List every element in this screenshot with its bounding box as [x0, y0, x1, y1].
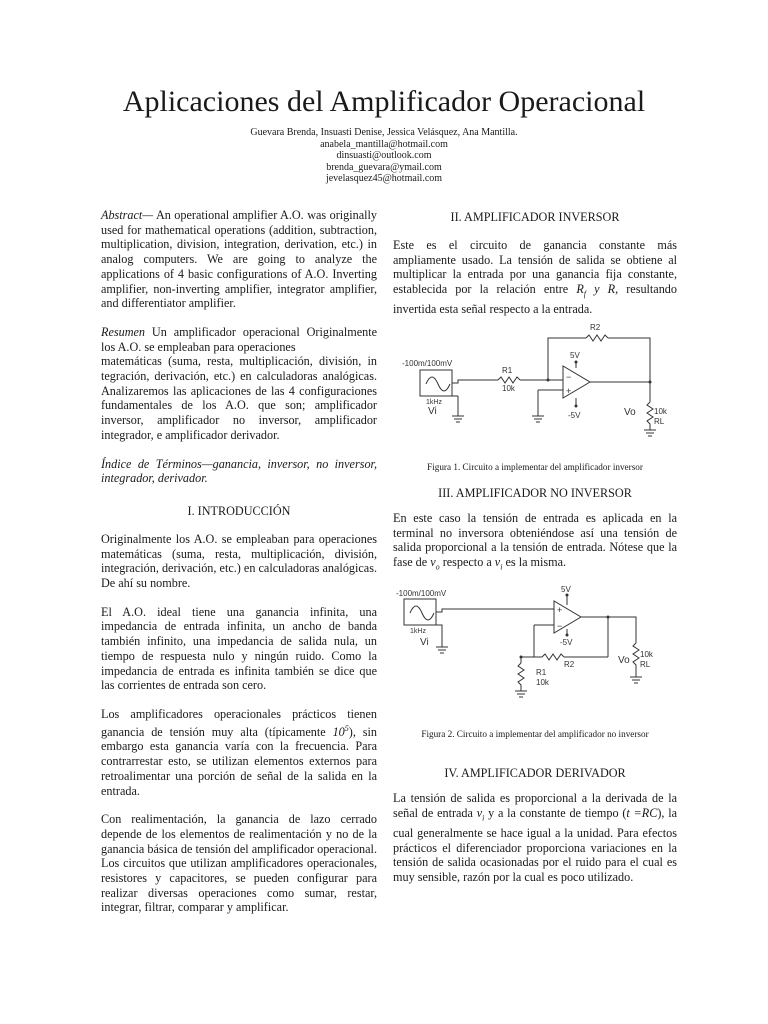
inverting-input-sign: − [557, 621, 563, 631]
gain-exponent: 5 [344, 723, 349, 733]
rf-symbol [576, 282, 586, 299]
rl-value: 10k [640, 650, 653, 659]
resumen-text: matemáticas (suma, resta, multiplicación, división, in tegración, derivación, etc.) en calculadoras analógicas. Analizaremos las aplicaciones de las 4 configuraciones fundamentales de los A.O. que son; amplificador inversor, amplificador no inversor, amplificador integrador, e amplificador derivador. [101, 354, 377, 442]
supply-terminal [566, 634, 569, 637]
ground-icon [532, 416, 544, 422]
r1-value: 10k [536, 678, 549, 687]
vo-label: Vo [624, 407, 636, 418]
intro-heading: I. INTRODUCCIÓN [187, 503, 291, 518]
junction-dot [547, 379, 550, 382]
junction-dot [607, 616, 610, 619]
freq-label: 1kHz [410, 628, 426, 635]
signal-source-box [420, 370, 452, 396]
vi-letter: v [494, 555, 501, 570]
differentiator-heading: IV. AMPLIFICADOR DERIVADOR [444, 766, 626, 780]
wire [608, 338, 650, 402]
resistor-rl [647, 402, 653, 430]
noinv-text: es la misma. [502, 555, 567, 570]
vo-label: Vo [618, 655, 630, 666]
figure-2-caption: Figura 2. Circuito a implementar del amplificador no inversor [421, 729, 649, 739]
vi-subscript: i [482, 813, 485, 823]
figure-1-caption: Figura 1. Circuito a implementar del amplificador inversor [427, 462, 643, 472]
author-email: brenda_guevara@ymail.com [326, 161, 442, 173]
noinv-text: En este caso la tensión de entrada es aplicada en la terminal no inversora obteniéndose así una tensión de salida proporcional a la tensión de entrada. Nótese que la fase de [393, 511, 677, 570]
vneg-label: -5V [568, 411, 581, 420]
der-text: y a la constante de tiempo ( [484, 805, 627, 820]
ground-icon [644, 430, 656, 436]
ground-icon [436, 647, 448, 653]
index-terms-label: Índice de Términos— [101, 456, 213, 471]
inv-conj: y [586, 282, 608, 297]
intro-paragraph: Originalmente los A.O. se empleaban para operaciones matemáticas (suma, resta, multiplicación, división, integración, derivación, etc.) en calculadoras analógicas. De ahí su nombre. [101, 531, 377, 591]
resistor-rl [633, 643, 639, 677]
r-symbol: R [607, 282, 616, 297]
author-email: anabela_mantilla@hotmail.com [320, 138, 448, 150]
figure-1-inverting-circuit [398, 318, 668, 440]
supply-terminal [575, 405, 578, 408]
noninverting-input-sign: + [557, 605, 563, 615]
inverting-input-sign: − [566, 372, 572, 382]
vi-label: Vi [420, 637, 429, 648]
left-column [101, 208, 377, 929]
paper-title: Aplicaciones del Amplificador Operacional [122, 85, 646, 118]
author-email: dinsuasti@outlook.com [336, 150, 432, 162]
der-text: La tensión de salida es proporcional a la derivada de la señal de entrada [393, 791, 677, 820]
intro-paragraph: Con realimentación, la ganancia de lazo cerrado depende de los elementos de realimentación y no de la ganancia básica de tensión del amplificador operacional. Los circuitos que utilizan amplificadores operacionales, resistores y capacitores, se pueden configurar para realizar diversas operaciones como sumar, restar, integrar, filtrar, comparar y amplificar. [101, 812, 377, 915]
rf-letter: R [576, 282, 584, 297]
der-text: ), la cual generalmente se hace igual a la unidad. Para efectos prácticos el diferenciador proporciona variaciones en la tensión de salida ocasionadas por el ruido para el cual es muy sensible, razón por la cual es poco utilizado. [393, 805, 678, 884]
figure-2-noninverting-circuit [394, 583, 666, 701]
resistor-r1 [498, 377, 520, 383]
intro-paragraph [101, 707, 377, 798]
noninverter-heading: III. AMPLIFICADOR NO INVERSOR [438, 486, 632, 500]
noinv-text: respecto a [439, 555, 495, 570]
wire [436, 625, 442, 647]
gain-value [333, 725, 349, 739]
r2-label: R2 [590, 323, 601, 332]
inverter-paragraph [393, 238, 677, 317]
junction-dot [649, 381, 652, 384]
vo-letter: v [430, 555, 436, 570]
rl-value: 10k [654, 407, 667, 416]
resumen-first-line [101, 325, 377, 354]
gain-base: 10 [332, 724, 345, 739]
supply-terminal [575, 361, 578, 364]
abstract [101, 208, 377, 311]
differentiator-paragraph [393, 791, 677, 885]
r1-value: 10k [502, 384, 515, 393]
ground-icon [515, 691, 527, 697]
intro-text: ), sin embargo esta ganancia varía con la frecuencia. Para contrarrestar esto, se utilizan elementos externos para retroalimentar una porción de señal de la salida en la entrada. [101, 724, 377, 798]
junction-dot [520, 656, 523, 659]
noninverter-paragraph [393, 511, 677, 575]
vo-symbol [430, 555, 440, 572]
r2-label: R2 [564, 660, 575, 669]
rl-label: RL [654, 417, 665, 426]
vi-subscript: i [500, 562, 503, 572]
resistor-r2 [542, 654, 564, 660]
author-names: Guevara Brenda, Insuasti Denise, Jessica Velásquez, Ana Mantilla. [250, 127, 518, 138]
resumen-line1: Un amplificador operacional Originalmente los A.O. se empleaban para operaciones [101, 324, 377, 354]
signal-source-box [404, 599, 436, 625]
ground-icon [452, 416, 464, 422]
vpos-label: 5V [570, 351, 580, 360]
abstract-text: An operational amplifier A.O. was originally used for mathematical operations (addition, subtraction, multiplication, division, integration, derivation, etc.) in analog computers. We are going to analyze the applications of 4 basic configurations of A.O. Inverting amplifier, non-inverting amplifier, integrator amplifier, and differentiator amplifier. [101, 208, 378, 311]
time-constant: t =RC [626, 805, 658, 820]
sine-wave-icon [426, 377, 450, 391]
vi-label: Vi [428, 406, 437, 417]
wire [452, 380, 498, 383]
author-block [0, 127, 768, 185]
r1-label: R1 [536, 668, 547, 677]
inv-text: , resultando invertida esta señal respecto a la entrada. [393, 282, 677, 317]
ground-icon [630, 677, 642, 683]
vo-subscript: o [435, 562, 440, 572]
index-terms-text: ganancia, inversor, no inversor, integrador, derivador. [101, 456, 377, 486]
author-email: jevelasquez45@hotmail.com [325, 173, 443, 185]
inverter-heading: II. AMPLIFICADOR INVERSOR [450, 210, 620, 224]
resistor-r2 [586, 335, 608, 341]
abstract-label: Abstract— [101, 208, 154, 222]
noninverting-input-sign: + [566, 386, 572, 396]
wire [436, 609, 554, 612]
freq-label: 1kHz [426, 399, 442, 406]
r1-label: R1 [502, 366, 513, 375]
rf-subscript: f [583, 289, 586, 299]
vneg-label: -5V [560, 638, 573, 647]
vi-letter: v [476, 805, 483, 820]
rl-label: RL [640, 660, 651, 669]
inv-text: Este es el circuito de ganancia constante más ampliamente usado. La tensión de salida se obtiene al multiplicar la entrada por una ganancia fija constante, establecida por la relación entre [393, 238, 677, 297]
index-terms [101, 457, 377, 486]
source-label: -100m/100mV [396, 589, 447, 598]
intro-paragraph: El A.O. ideal tiene una ganancia infinita, una impedancia de entrada infinita, un ancho de banda también infinito, una impedancia de salida nula, un tiempo de respuesta nulo y ningún ruido. Como la impedancia de entrada es infinita también se dice que las corrientes de entrada son cero. [101, 604, 377, 693]
sine-wave-icon [410, 606, 434, 620]
vpos-label: 5V [561, 585, 571, 594]
source-label: -100m/100mV [402, 359, 453, 368]
resistor-r1 [518, 663, 524, 691]
intro-text: Los amplificadores operacionales prácticos tienen ganancia de tensión muy alta (típicamente [101, 706, 377, 739]
resumen-label: Resumen [101, 324, 145, 339]
